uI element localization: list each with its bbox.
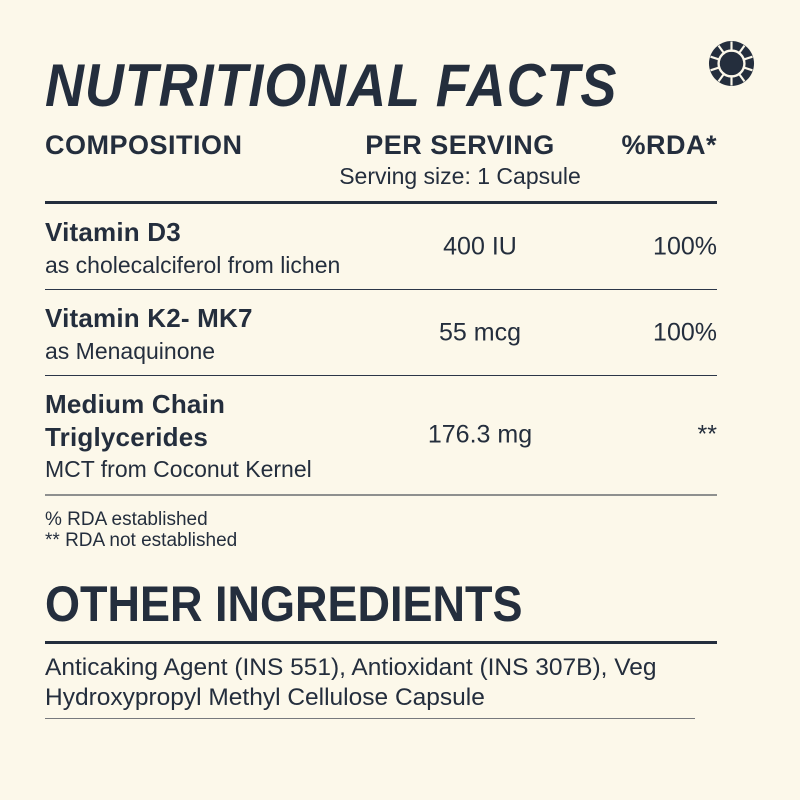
table-row [45,204,717,290]
other-ingredients-heading [45,576,717,644]
column-header-per-serving: PER SERVING [365,130,555,160]
nutrient-rda: 100% [653,232,717,261]
other-ingredients-heading-text: OTHER INGREDIENTS [45,576,523,633]
page-title [45,52,717,119]
nutrient-amount: 55 mcg [439,318,521,347]
nutrient-amount: 176.3 mg [427,420,533,449]
column-header-per-serving-group [310,132,610,190]
page-title-text: NUTRITIONAL FACTS [45,52,618,119]
nutrient-name: Medium Chain Triglycerides [45,389,226,452]
footnote-rda-established: % RDA established [45,508,208,530]
column-header-rda: %RDA* [621,130,717,160]
nutrient-name: Vitamin K2- MK7 [45,303,253,334]
footnote-rda-not-established: ** RDA not established [45,530,238,552]
column-header-composition: COMPOSITION [45,130,243,160]
nutrient-source: as cholecalciferol from lichen [45,251,341,278]
nutrient-source: as Menaquinone [45,337,216,364]
table-row [45,376,717,496]
table-header [45,132,717,190]
gemstone-icon [708,40,755,87]
rda-footnotes [45,509,717,552]
nutrient-name: Vitamin D3 [45,217,181,247]
nutrient-source: MCT from Coconut Kernel [45,456,312,483]
nutrient-amount: 400 IU [443,232,517,261]
nutrient-rda: 100% [653,318,717,347]
nutrient-rda: ** [697,420,717,449]
table-row [45,290,717,376]
other-ingredients-text: Anticaking Agent (INS 551), Antioxidant (INS 307B), Veg Hydroxypropyl Methyl Cellulose Capsule [45,644,695,719]
nutrient-table [45,201,717,496]
serving-size-note: Serving size: 1 Capsule [339,163,581,189]
